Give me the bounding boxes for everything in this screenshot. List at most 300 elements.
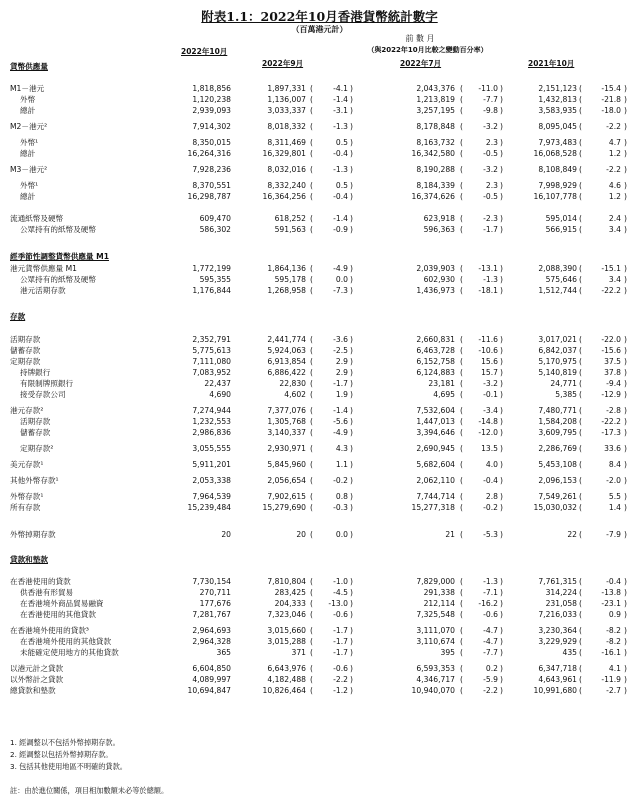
paren: ) [350, 357, 353, 366]
pct-jul: 2.3 [485, 138, 498, 147]
paren: ) [624, 417, 627, 426]
pct-jul: -4.7 [483, 626, 498, 635]
value-current: 595,355 [199, 275, 231, 284]
paren: ( [460, 476, 463, 485]
paren: ) [500, 664, 503, 673]
value-lastyear: 575,646 [545, 275, 577, 284]
value-jul: 2,660,831 [416, 335, 455, 344]
pct-lastyear: -22.2 [601, 417, 621, 426]
value-jul: 21 [445, 530, 455, 539]
paren: ( [310, 335, 313, 344]
paren: ) [350, 503, 353, 512]
paren: ) [350, 588, 353, 597]
value-current: 1,772,199 [192, 264, 231, 273]
value-sep: 4,602 [284, 390, 306, 399]
pct-lastyear: -2.2 [606, 122, 621, 131]
paren: ) [350, 149, 353, 158]
paren: ) [624, 335, 627, 344]
rounding-note: 註：由於進位關係，項目相加數額未必等於總額。 [10, 786, 169, 795]
paren: ( [460, 492, 463, 501]
pct-sep: -3.1 [333, 106, 348, 115]
table-row [0, 530, 639, 540]
paren: ( [310, 138, 313, 147]
paren: ( [310, 225, 313, 234]
value-jul: 3,110,674 [416, 637, 455, 646]
paren: ( [460, 368, 463, 377]
value-lastyear: 5,170,975 [538, 357, 577, 366]
paren: ( [579, 390, 582, 399]
value-current: 7,274,944 [192, 406, 231, 415]
pct-sep: 2.9 [335, 368, 348, 377]
paren: ( [310, 84, 313, 93]
table-row [0, 599, 639, 609]
paren: ( [460, 379, 463, 388]
value-lastyear: 16,068,528 [533, 149, 577, 158]
table-row [0, 675, 639, 685]
paren: ( [460, 686, 463, 695]
pct-jul: 2.3 [485, 181, 498, 190]
col-header-jul: 2022年7月 [400, 59, 442, 68]
value-current: 2,352,791 [192, 335, 231, 344]
value-jul: 596,363 [423, 225, 455, 234]
paren: ) [500, 417, 503, 426]
table-row [0, 122, 639, 132]
row-label: 儲蓄存款 [20, 428, 51, 437]
pct-sep: -1.7 [333, 379, 348, 388]
paren: ) [350, 264, 353, 273]
pct-jul: -3.2 [483, 165, 498, 174]
paren: ( [460, 390, 463, 399]
paren: ( [310, 460, 313, 469]
value-sep: 8,332,240 [267, 181, 306, 190]
value-jul: 7,532,604 [416, 406, 455, 415]
paren: ( [460, 675, 463, 684]
paren: ) [500, 686, 503, 695]
pct-sep: 1.9 [335, 390, 348, 399]
paren: ) [624, 95, 627, 104]
value-sep: 1,136,007 [267, 95, 306, 104]
pct-sep: -5.6 [333, 417, 348, 426]
paren: ( [460, 637, 463, 646]
table-row [0, 357, 639, 367]
value-sep: 8,311,469 [267, 138, 306, 147]
pct-sep: 0.0 [335, 530, 348, 539]
pct-sep: -4.9 [333, 264, 348, 273]
paren: ( [579, 138, 582, 147]
value-current: 8,370,551 [192, 181, 231, 190]
row-label: 有限制牌照銀行 [20, 379, 74, 388]
paren: ) [350, 379, 353, 388]
paren: ( [579, 417, 582, 426]
value-current: 7,928,236 [192, 165, 231, 174]
paren: ) [624, 106, 627, 115]
paren: ( [310, 637, 313, 646]
paren: ( [579, 165, 582, 174]
row-label: 美元存款¹ [10, 460, 44, 469]
paren: ( [460, 626, 463, 635]
table-row [0, 610, 639, 620]
paren: ( [579, 264, 582, 273]
table-row [0, 390, 639, 400]
value-lastyear: 1,584,208 [538, 417, 577, 426]
paren: ) [350, 460, 353, 469]
row-label: 以港元計之貸款 [10, 664, 64, 673]
value-sep: 204,333 [274, 599, 306, 608]
value-lastyear: 5,385 [555, 390, 577, 399]
pct-lastyear: 3.4 [608, 275, 621, 284]
paren: ( [310, 106, 313, 115]
paren: ( [460, 648, 463, 657]
paren: ( [460, 503, 463, 512]
value-sep: 5,845,960 [267, 460, 306, 469]
value-sep: 16,364,256 [262, 192, 306, 201]
value-lastyear: 5,140,819 [538, 368, 577, 377]
value-current: 16,264,316 [187, 149, 231, 158]
pct-lastyear: -2.7 [606, 686, 621, 695]
paren: ( [579, 335, 582, 344]
pct-lastyear: 1.2 [608, 149, 621, 158]
table-row [0, 225, 639, 235]
row-label: 港元貨幣供應量 M1 [10, 264, 77, 273]
value-lastyear: 10,991,680 [533, 686, 577, 695]
paren: ) [350, 122, 353, 131]
row-label: 活期存款 [20, 417, 51, 426]
paren: ) [500, 225, 503, 234]
value-current: 4,089,997 [192, 675, 231, 684]
paren: ( [310, 165, 313, 174]
value-lastyear: 1,432,813 [538, 95, 577, 104]
paren: ( [579, 106, 582, 115]
pct-jul: -3.4 [483, 406, 498, 415]
paren: ) [624, 84, 627, 93]
paren: ( [310, 214, 313, 223]
table-row [0, 149, 639, 159]
row-label: 貸款和墊款 [10, 555, 48, 564]
section-header [0, 312, 639, 322]
table-row [0, 664, 639, 674]
paren: ) [624, 275, 627, 284]
pct-lastyear: -15.6 [601, 346, 621, 355]
pct-sep: -1.4 [333, 95, 348, 104]
paren: ) [350, 444, 353, 453]
paren: ( [579, 149, 582, 158]
pct-sep: -1.3 [333, 122, 348, 131]
value-current: 7,083,952 [192, 368, 231, 377]
value-sep: 4,182,488 [267, 675, 306, 684]
paren: ) [624, 406, 627, 415]
table-row [0, 95, 639, 105]
value-jul: 5,682,604 [416, 460, 455, 469]
row-label: 存款 [10, 312, 26, 321]
value-jul: 6,593,353 [416, 664, 455, 673]
pct-jul: -7.7 [483, 648, 498, 657]
value-lastyear: 15,030,032 [533, 503, 577, 512]
row-label: 以外幣計之貸款 [10, 675, 64, 684]
value-lastyear: 314,224 [545, 588, 577, 597]
paren: ) [624, 286, 627, 295]
paren: ( [310, 476, 313, 485]
paren: ) [350, 626, 353, 635]
paren: ( [579, 379, 582, 388]
value-lastyear: 231,058 [545, 599, 577, 608]
pct-jul: 2.8 [485, 492, 498, 501]
paren: ( [460, 165, 463, 174]
paren: ( [460, 530, 463, 539]
paren: ( [310, 122, 313, 131]
pct-sep: -1.7 [333, 626, 348, 635]
section-header [0, 252, 639, 262]
table-row [0, 577, 639, 587]
paren: ) [350, 390, 353, 399]
paren: ) [624, 390, 627, 399]
paren: ) [624, 165, 627, 174]
value-sep: 7,323,046 [267, 610, 306, 619]
pct-jul: -14.8 [478, 417, 498, 426]
paren: ( [579, 225, 582, 234]
paren: ( [579, 599, 582, 608]
value-current: 2,053,338 [192, 476, 231, 485]
paren: ) [500, 626, 503, 635]
table-row [0, 84, 639, 94]
value-lastyear: 3,609,795 [538, 428, 577, 437]
pct-lastyear: -11.9 [601, 675, 621, 684]
row-label: 總計 [20, 149, 36, 158]
value-sep: 5,924,063 [267, 346, 306, 355]
paren: ) [350, 599, 353, 608]
paren: ) [624, 599, 627, 608]
paren: ( [310, 379, 313, 388]
pct-sep: -1.4 [333, 406, 348, 415]
pct-lastyear: 33.6 [604, 444, 621, 453]
value-current: 586,302 [199, 225, 231, 234]
pct-sep: -4.5 [333, 588, 348, 597]
pct-jul: -7.1 [483, 588, 498, 597]
paren: ) [350, 192, 353, 201]
pct-lastyear: -16.1 [601, 648, 621, 657]
paren: ) [350, 214, 353, 223]
table-row [0, 346, 639, 356]
row-label: 未能確定使用地方的其他貸款 [20, 648, 119, 657]
value-current: 5,775,613 [192, 346, 231, 355]
paren: ( [460, 599, 463, 608]
paren: ) [350, 577, 353, 586]
pct-lastyear: -2.0 [606, 476, 621, 485]
paren: ) [500, 138, 503, 147]
value-jul: 1,213,819 [416, 95, 455, 104]
row-label: 公眾持有的紙幣及硬幣 [20, 225, 96, 234]
value-sep: 3,015,288 [267, 637, 306, 646]
paren: ( [579, 428, 582, 437]
row-label: 供香港有形貿易 [20, 588, 74, 597]
paren: ) [624, 492, 627, 501]
value-lastyear: 3,017,021 [538, 335, 577, 344]
paren: ) [350, 476, 353, 485]
value-jul: 16,342,580 [411, 149, 455, 158]
value-lastyear: 2,286,769 [538, 444, 577, 453]
pct-jul: 4.0 [485, 460, 498, 469]
value-current: 1,120,238 [192, 95, 231, 104]
paren: ) [500, 357, 503, 366]
value-lastyear: 6,347,718 [538, 664, 577, 673]
paren: ( [579, 214, 582, 223]
value-current: 7,111,080 [192, 357, 231, 366]
value-current: 2,964,693 [192, 626, 231, 635]
value-lastyear: 24,771 [550, 379, 577, 388]
pct-sep: -0.6 [333, 664, 348, 673]
pct-sep: -0.3 [333, 503, 348, 512]
pct-jul: -0.5 [483, 149, 498, 158]
paren: ) [624, 192, 627, 201]
paren: ( [310, 686, 313, 695]
pct-jul: -18.1 [478, 286, 498, 295]
paren: ( [460, 122, 463, 131]
table-row [0, 165, 639, 175]
pct-lastyear: -15.4 [601, 84, 621, 93]
value-current: 2,939,093 [192, 106, 231, 115]
paren: ) [500, 335, 503, 344]
pct-lastyear: -2.2 [606, 165, 621, 174]
pct-lastyear: -22.2 [601, 286, 621, 295]
paren: ) [624, 444, 627, 453]
paren: ( [579, 181, 582, 190]
table-row [0, 106, 639, 116]
paren: ( [579, 84, 582, 93]
value-sep: 16,329,801 [262, 149, 306, 158]
pct-lastyear: 37.8 [604, 368, 621, 377]
pct-jul: -16.2 [478, 599, 498, 608]
value-sep: 283,425 [274, 588, 306, 597]
paren: ( [579, 406, 582, 415]
pct-sep: -1.2 [333, 686, 348, 695]
value-sep: 10,826,464 [262, 686, 306, 695]
paren: ( [310, 264, 313, 273]
row-label: 外幣 [20, 95, 36, 104]
value-lastyear: 7,998,929 [538, 181, 577, 190]
paren: ( [460, 106, 463, 115]
paren: ) [500, 149, 503, 158]
row-label: 外幣¹ [20, 138, 39, 147]
row-label: 在香港境外商品貿易融資 [20, 599, 104, 608]
paren: ( [460, 417, 463, 426]
value-jul: 6,463,728 [416, 346, 455, 355]
value-sep: 8,032,016 [267, 165, 306, 174]
paren: ( [310, 492, 313, 501]
value-sep: 7,377,076 [267, 406, 306, 415]
value-jul: 212,114 [423, 599, 455, 608]
paren: ) [624, 181, 627, 190]
pct-sep: 0.8 [335, 492, 348, 501]
value-lastyear: 2,088,390 [538, 264, 577, 273]
paren: ( [579, 122, 582, 131]
paren: ) [500, 492, 503, 501]
value-jul: 1,436,973 [416, 286, 455, 295]
pct-jul: -11.0 [478, 84, 498, 93]
paren: ) [500, 648, 503, 657]
paren: ) [624, 346, 627, 355]
paren: ( [310, 346, 313, 355]
value-jul: 8,163,732 [416, 138, 455, 147]
paren: ( [460, 192, 463, 201]
pct-lastyear: -23.1 [601, 599, 621, 608]
paren: ) [624, 379, 627, 388]
paren: ( [310, 675, 313, 684]
pct-sep: -3.6 [333, 335, 348, 344]
pct-jul: -10.6 [478, 346, 498, 355]
value-current: 1,176,844 [192, 286, 231, 295]
value-current: 3,055,555 [192, 444, 231, 453]
pct-lastyear: -12.9 [601, 390, 621, 399]
paren: ( [310, 192, 313, 201]
value-lastyear: 435 [562, 648, 577, 657]
pct-jul: -0.6 [483, 610, 498, 619]
pct-lastyear: -9.4 [606, 379, 621, 388]
value-lastyear: 8,108,849 [538, 165, 577, 174]
row-label: 公眾持有的紙幣及硬幣 [20, 275, 96, 284]
paren: ) [350, 84, 353, 93]
value-jul: 395 [440, 648, 455, 657]
paren: ( [310, 648, 313, 657]
paren: ( [579, 444, 582, 453]
value-sep: 371 [291, 648, 306, 657]
table-row [0, 460, 639, 470]
value-current: 8,350,015 [192, 138, 231, 147]
paren: ( [460, 225, 463, 234]
paren: ) [350, 664, 353, 673]
value-lastyear: 2,096,153 [538, 476, 577, 485]
value-sep: 7,810,804 [267, 577, 306, 586]
value-lastyear: 8,095,045 [538, 122, 577, 131]
row-label: 持牌銀行 [20, 368, 51, 377]
paren: ) [624, 138, 627, 147]
paren: ) [624, 577, 627, 586]
value-current: 15,239,484 [187, 503, 231, 512]
pct-lastyear: 5.5 [608, 492, 621, 501]
value-jul: 2,043,376 [416, 84, 455, 93]
paren: ( [579, 95, 582, 104]
table-row [0, 286, 639, 296]
pct-sep: -1.3 [333, 165, 348, 174]
paren: ) [500, 84, 503, 93]
paren: ) [624, 428, 627, 437]
paren: ) [350, 286, 353, 295]
pct-jul: -5.9 [483, 675, 498, 684]
pct-jul: -2.3 [483, 214, 498, 223]
paren: ) [624, 122, 627, 131]
paren: ( [460, 577, 463, 586]
paren: ( [310, 406, 313, 415]
row-label: 所有存款 [10, 503, 41, 512]
row-label: M1－港元 [10, 84, 45, 93]
pct-lastyear: -13.8 [601, 588, 621, 597]
row-label: M3－港元² [10, 165, 48, 174]
pct-lastyear: 4.7 [608, 138, 621, 147]
value-sep: 2,930,971 [267, 444, 306, 453]
paren: ) [500, 599, 503, 608]
row-label: 貨幣供應量 [10, 62, 48, 71]
paren: ) [350, 368, 353, 377]
paren: ( [579, 346, 582, 355]
paren: ) [350, 686, 353, 695]
paren: ) [500, 610, 503, 619]
value-sep: 22,830 [279, 379, 306, 388]
pct-lastyear: 37.5 [604, 357, 621, 366]
pct-sep: -1.7 [333, 637, 348, 646]
pct-lastyear: 1.2 [608, 192, 621, 201]
pct-lastyear: 1.4 [608, 503, 621, 512]
value-sep: 1,268,958 [267, 286, 306, 295]
paren: ) [624, 503, 627, 512]
pct-lastyear: -7.9 [606, 530, 621, 539]
